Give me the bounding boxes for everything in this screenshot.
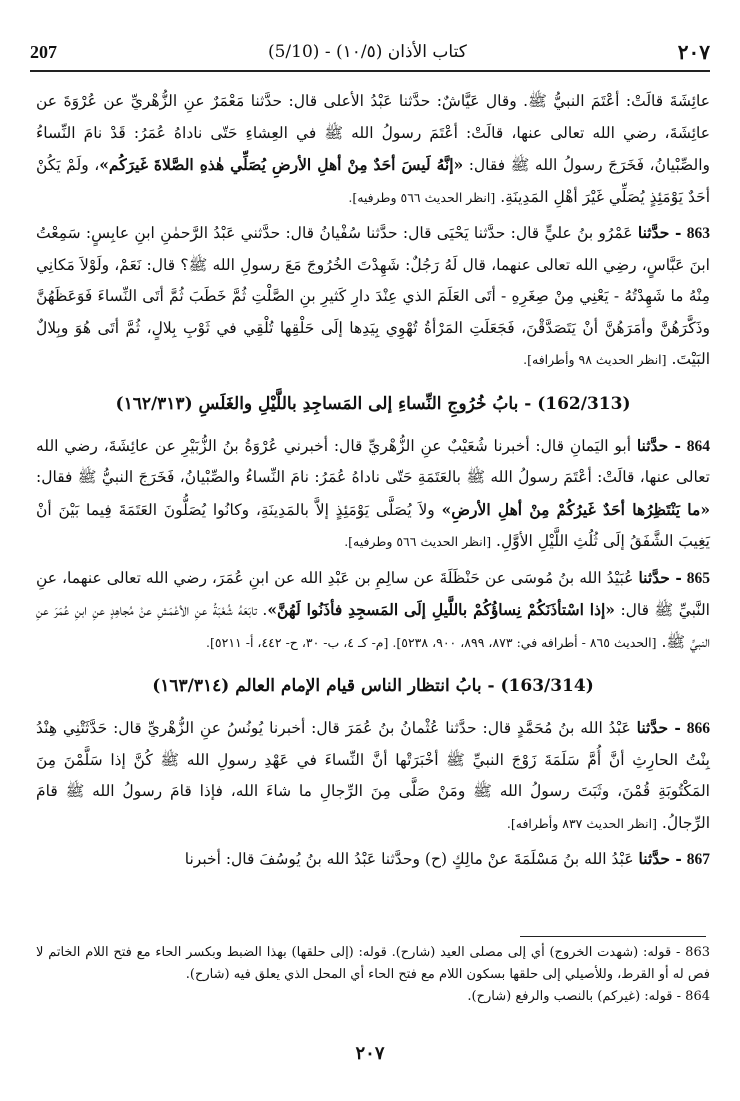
hadith-lead: - حدَّثنا xyxy=(636,435,681,455)
hadith-number: 863 xyxy=(686,225,711,242)
footnotes xyxy=(36,942,710,1008)
footnote-864: 864 - قوله: (غيركم) بالنصب والرفع (شارح). xyxy=(467,989,710,1004)
cross-reference: [انظر الحديث ٨٣٧ وأطرافه]. xyxy=(506,815,657,831)
hadith-865 xyxy=(36,562,710,659)
hadith-867 xyxy=(36,843,710,876)
hadith-text: عَبْدُ الله بنُ مَسْلَمَةَ عنْ مالِكٍ (ح) وحدَّثنا عَبْدُ الله بنُ يُوسُفَ قال: أخبرنا xyxy=(184,850,634,868)
cross-reference: [انظر الحديث ٥٦٦ وطرفيه]. xyxy=(344,534,492,549)
hadith-text: عائِشَةَ قالَتْ: أعْتَمَ النبيُّ ﷺ. وقال عَيَّاشٌ: حدَّثنا عَبْدُ الأعلى قال: حدَّثنا مَعْمَرٌ عنِ الزُّهْريِّ عن عُرْوَةَ عن عائِشَةَ، رضي الله تعالى عنها، قالَتْ: أعْتَمَ رسولُ الله ﷺ في العِشاءِ حَتّى ناداهُ عُمَرُ: قَدْ نامَ النِّساءُ والصِّبْيانُ، فَخَرَجَ رسولُ الله ﷺ فقال: xyxy=(36,92,710,174)
hadith-text: أبو اليَمانِ قال: أخبرنا شُعَيْبٌ عنِ الزُّهْريِّ قال: أخبرني عُرْوَةُ بنُ الزُّبَيْرِ عن عائِشَةَ، رضي الله تعالى عنها، قالَتْ: أعْتَمَ رسولُ الله ﷺ بالعَتَمَةِ حَتّى ناداهُ عُمَرُ: نامَ النِّساءُ والصِّبْيانُ، فَخَرَجَ النبيُّ ﷺ فقال: xyxy=(36,436,710,486)
hadith-863 xyxy=(36,217,710,376)
prophetic-quote: «ما يَنْتَظِرُها أحَدٌ غَيرُكُمْ مِنْ أهلِ الأرضِ» xyxy=(441,499,711,519)
cross-reference: [انظر الحديث ٥٦٦ وطرفيه]. xyxy=(348,189,496,205)
hadith-lead: - حدَّثنا xyxy=(638,567,682,587)
prophetic-quote: «إذا اسْتأذَنَكُمْ نِساؤُكُمْ باللَّيلِ إلَى المَسجِدِ فأذَنُوا لَهُنَّ» xyxy=(267,600,615,619)
page-header xyxy=(30,34,710,72)
hadith-text: عَمْرُو بنُ عليٍّ قال: حدَّثنا يَحْيَى قال: حدَّثنا سُفْيانُ قال: حدَّثني عَبْدُ الرَّحمٰنِ ابنِ عابِسٍ: سَمِعْتُ ابنَ عَبَّاسٍ، رضِي الله تعالى عنهما، قال لَهُ رَجُلٌ: شَهِدْتَ الخُرُوجَ مَعَ رسولِ الله ﷺ؟ قال: نَعَمْ، ولَوْلاَ مَكانِي مِنْهُ ما شَهِدْتُهُ - يَعْنِي مِنْ صِغَرِهِ - أتَى العَلَمَ الذي عِنْدَ دارِ كَثيرِ بنِ الصَّلْتِ ثُمَّ خَطَبَ ثُمَّ أتَى النِّساءَ فَوَعَظَهُنَّ وذَكَّرَهُنَّ وأمَرَهُنَّ أنْ يَتَصَدَّقْنَ، فَجَعَلَتِ المَرْأةُ تُهْوِي بِيَدِها إلَى حَلْقِها تُلْقِي في ثَوْبِ بِلالٍ، ثُمَّ أتَى هُوَ وبِلالٌ البَيْتَ. xyxy=(36,224,710,368)
cross-reference: [انظر الحديث ٩٨ وأطرافه]. xyxy=(523,352,667,367)
hadith-number: 864 xyxy=(686,437,710,455)
hadith-lead: - حدَّثنا xyxy=(638,849,682,868)
running-title: كتاب الأذان (١٠/٥) - (5/10) xyxy=(267,42,467,62)
page-number-footer: ٢٠٧ xyxy=(355,1043,385,1064)
paragraph-continuation xyxy=(36,86,710,213)
footnote-863: 863 - قوله: (شهدت الخروج) أي إلى مصلى العيد (شارح). قوله: (إلى حلقها) بهذا الضبط وبكسر الحاء مع فتح اللام الخاتم لا فص له أو القرط، وللأصيلي إلى حلقها بسكون اللام مع فتح الحاء أي المحل الذي يعلق فيه (شارح). xyxy=(36,945,710,982)
page-number-latin: 207 xyxy=(30,41,57,62)
cross-reference: [الحديث ٨٦٥ - أطرافه في: ٨٧٣، ٨٩٩، ٩٠٠، ٥٢٣٨]. [م- كـ ٤، ب- ٣٠، ح- ٤٤٢، أ- ٥٢١١]. xyxy=(206,634,657,650)
hadith-text-end: ، ولَمْ يَكُنْ أحَدٌ يَوْمَئِذٍ يُصَلِّي غَيْرَ أهْلِ المَدِينَةِ. xyxy=(36,156,710,206)
main-text xyxy=(36,86,710,880)
hadith-number: 866 xyxy=(686,720,710,737)
hadith-lead: - حدَّثنا xyxy=(637,223,682,242)
hadith-866 xyxy=(36,712,710,839)
hadith-864 xyxy=(36,430,710,558)
hadith-text-end: . تابَعَهُ شُعْبَةُ عنِ الأعْمَشِ عنْ مُجاهِدٍ عنِ ابنِ عُمَرَ عنِ النبيِّ ﷺ. xyxy=(36,601,710,651)
chapter-heading: (163/314) - بابُ انتظار الناس قيام الإمام العالم (١٦٣/٣١٤) xyxy=(152,676,594,696)
prophetic-quote: «إنَّهُ لَيسَ أحَدٌ مِنْ أهلِ الأرضِ يُصَلِّي هٰذهِ الصَّلاةَ غَيرَكُم» xyxy=(99,155,464,174)
hadith-number: 867 xyxy=(686,851,710,868)
hadith-text: عُبَيْدُ الله بنُ مُوسَى عن حَنْظَلَةَ عن سالِمِ بن عَبْدِ الله عن ابنِ عُمَرَ، رضي الله تعالى عنهما، عنِ النَّبيِّ ﷺ قال: xyxy=(36,568,710,619)
footnote-divider xyxy=(520,936,706,937)
page-number-arabic: ٢٠٧ xyxy=(677,40,710,64)
hadith-lead: - حدَّثنا xyxy=(636,718,681,737)
hadith-text: عَبْدُ الله بنُ مُحَمَّدٍ قال: حدَّثنا عُثْمانُ بنُ عُمَرَ قال: أخبرنا يُونُسُ عنِ الزُّهْريِّ قال: حَدَّثَتْنِي هِنْدُ بِنْتُ الحارِثِ أنَّ أُمَّ سَلَمَةَ زَوْجَ النبيِّ ﷺ أخْبَرَتْها أنَّ النِّساءَ في عَهْدِ رسولِ الله ﷺ كُنَّ إذا سَلَّمْنَ مِنَ المَكْتُوبَةِ قُمْنَ، وثَبَتَ رسولُ الله ﷺ ومَنْ صَلَّى مِنَ الرِّجالِ ما شاءَ الله، فإذا قامَ رسولُ الله ﷺ قامَ الرِّجالُ. xyxy=(36,719,710,832)
hadith-number: 865 xyxy=(686,569,711,587)
chapter-heading: (162/313) - بابُ خُرُوجِ النِّساءِ إلى المَساجِدِ باللَّيْلِ والغَلَسِ (١٦٢/٣١٣) xyxy=(115,393,631,414)
hadith-text-end: ولاَ يُصَلَّى يَوْمَئِذٍ إلاَّ بالمَدِينَةِ، وكانُوا يُصَلُّونَ العَتَمَةَ فِيما بَيْنَ أنْ يَغِيبَ الشَّفَقُ إلَى ثُلُثِ اللَّيْلِ الأوَّلِ. xyxy=(36,500,710,550)
